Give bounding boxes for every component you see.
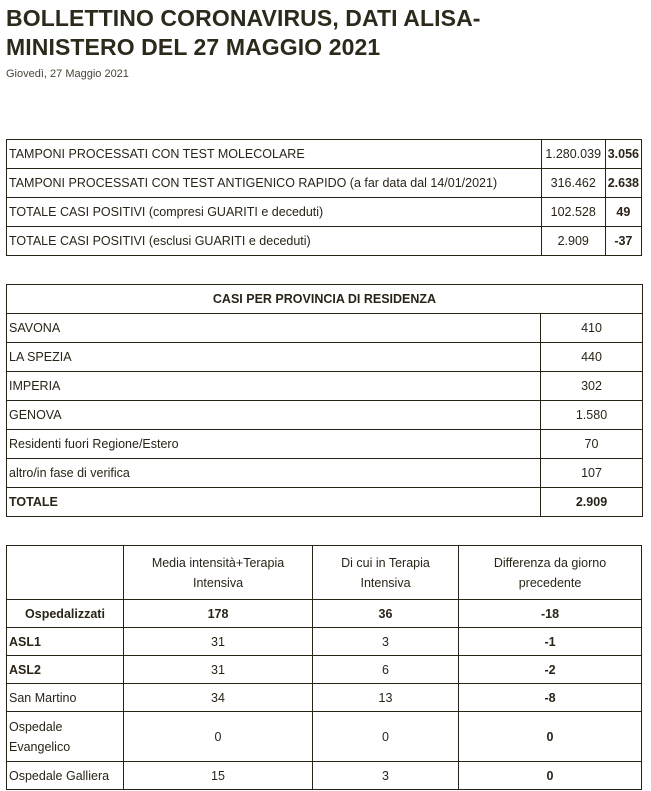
table-row	[7, 430, 643, 459]
hospital-ti: 6	[313, 656, 459, 684]
table-header-row	[7, 546, 642, 600]
province-value: 410	[541, 314, 643, 343]
hospital-ti: 13	[313, 684, 459, 712]
hospital-diff: -18	[459, 600, 642, 628]
summary-table	[6, 139, 642, 256]
table-row	[7, 343, 643, 372]
table-row	[7, 372, 643, 401]
publish-date: Giovedì, 27 Maggio 2021	[6, 68, 129, 80]
summary-delta: -37	[605, 227, 641, 256]
hospital-label: Ospedale Galliera	[7, 762, 124, 790]
province-label: SAVONA	[7, 314, 541, 343]
table-row	[7, 628, 642, 656]
summary-delta: 3.056	[605, 140, 641, 169]
page-title: BOLLETTINO CORONAVIRUS, DATI ALISA-MINISTERO DEL 27 MAGGIO 2021	[6, 5, 481, 60]
hospital-media: 34	[124, 684, 313, 712]
table-row	[7, 459, 643, 488]
hospital-diff: -1	[459, 628, 642, 656]
hospital-diff: -2	[459, 656, 642, 684]
summary-delta: 2.638	[605, 169, 641, 198]
table-row	[7, 656, 642, 684]
table-row	[7, 227, 642, 256]
total-row	[7, 488, 643, 517]
province-label: LA SPEZIA	[7, 343, 541, 372]
province-label: IMPERIA	[7, 372, 541, 401]
table-row	[7, 314, 643, 343]
hospital-label: San Martino	[7, 684, 124, 712]
province-value: 302	[541, 372, 643, 401]
hospital-label: ASL2	[7, 656, 124, 684]
summary-label: TOTALE CASI POSITIVI (esclusi GUARITI e deceduti)	[7, 227, 542, 256]
hospital-header-diff: Differenza da giorno precedente	[459, 546, 642, 600]
hospital-diff: -8	[459, 684, 642, 712]
province-value: 107	[541, 459, 643, 488]
hospital-diff: 0	[459, 762, 642, 790]
table-row	[7, 762, 642, 790]
hospital-label: ASL1	[7, 628, 124, 656]
table-header-row	[7, 285, 643, 314]
province-value: 1.580	[541, 401, 643, 430]
hospital-ti: 0	[313, 712, 459, 762]
hospital-media: 31	[124, 628, 313, 656]
summary-value: 316.462	[541, 169, 605, 198]
province-heading: CASI PER PROVINCIA DI RESIDENZA	[7, 285, 643, 314]
hospital-ti: 3	[313, 628, 459, 656]
province-total-value: 2.909	[541, 488, 643, 517]
table-row	[7, 684, 642, 712]
summary-label: TAMPONI PROCESSATI CON TEST ANTIGENICO RAPIDO (a far data dal 14/01/2021)	[7, 169, 542, 198]
hospital-table	[6, 545, 642, 790]
hospital-ti: 36	[313, 600, 459, 628]
summary-value: 1.280.039	[541, 140, 605, 169]
hospital-label: Ospedale Evangelico	[7, 712, 124, 762]
province-total-label: TOTALE	[7, 488, 541, 517]
province-value: 70	[541, 430, 643, 459]
hospital-ti: 3	[313, 762, 459, 790]
hospital-media: 178	[124, 600, 313, 628]
table-row	[7, 198, 642, 227]
summary-label: TAMPONI PROCESSATI CON TEST MOLECOLARE	[7, 140, 542, 169]
table-row	[7, 140, 642, 169]
hospital-header-media: Media intensità+Terapia Intensiva	[124, 546, 313, 600]
province-value: 440	[541, 343, 643, 372]
province-label: GENOVA	[7, 401, 541, 430]
summary-label: TOTALE CASI POSITIVI (compresi GUARITI e deceduti)	[7, 198, 542, 227]
hospital-label: Ospedalizzati	[7, 600, 124, 628]
hospital-media: 31	[124, 656, 313, 684]
summary-value: 2.909	[541, 227, 605, 256]
hospital-header-empty	[7, 546, 124, 600]
summary-delta: 49	[605, 198, 641, 227]
summary-value: 102.528	[541, 198, 605, 227]
table-row	[7, 600, 642, 628]
table-row	[7, 169, 642, 198]
hospital-diff: 0	[459, 712, 642, 762]
hospital-media: 15	[124, 762, 313, 790]
table-row	[7, 712, 642, 762]
province-label: altro/in fase di verifica	[7, 459, 541, 488]
province-table	[6, 284, 643, 517]
hospital-header-ti: Di cui in Terapia Intensiva	[313, 546, 459, 600]
hospital-media: 0	[124, 712, 313, 762]
table-row	[7, 401, 643, 430]
province-label: Residenti fuori Regione/Estero	[7, 430, 541, 459]
